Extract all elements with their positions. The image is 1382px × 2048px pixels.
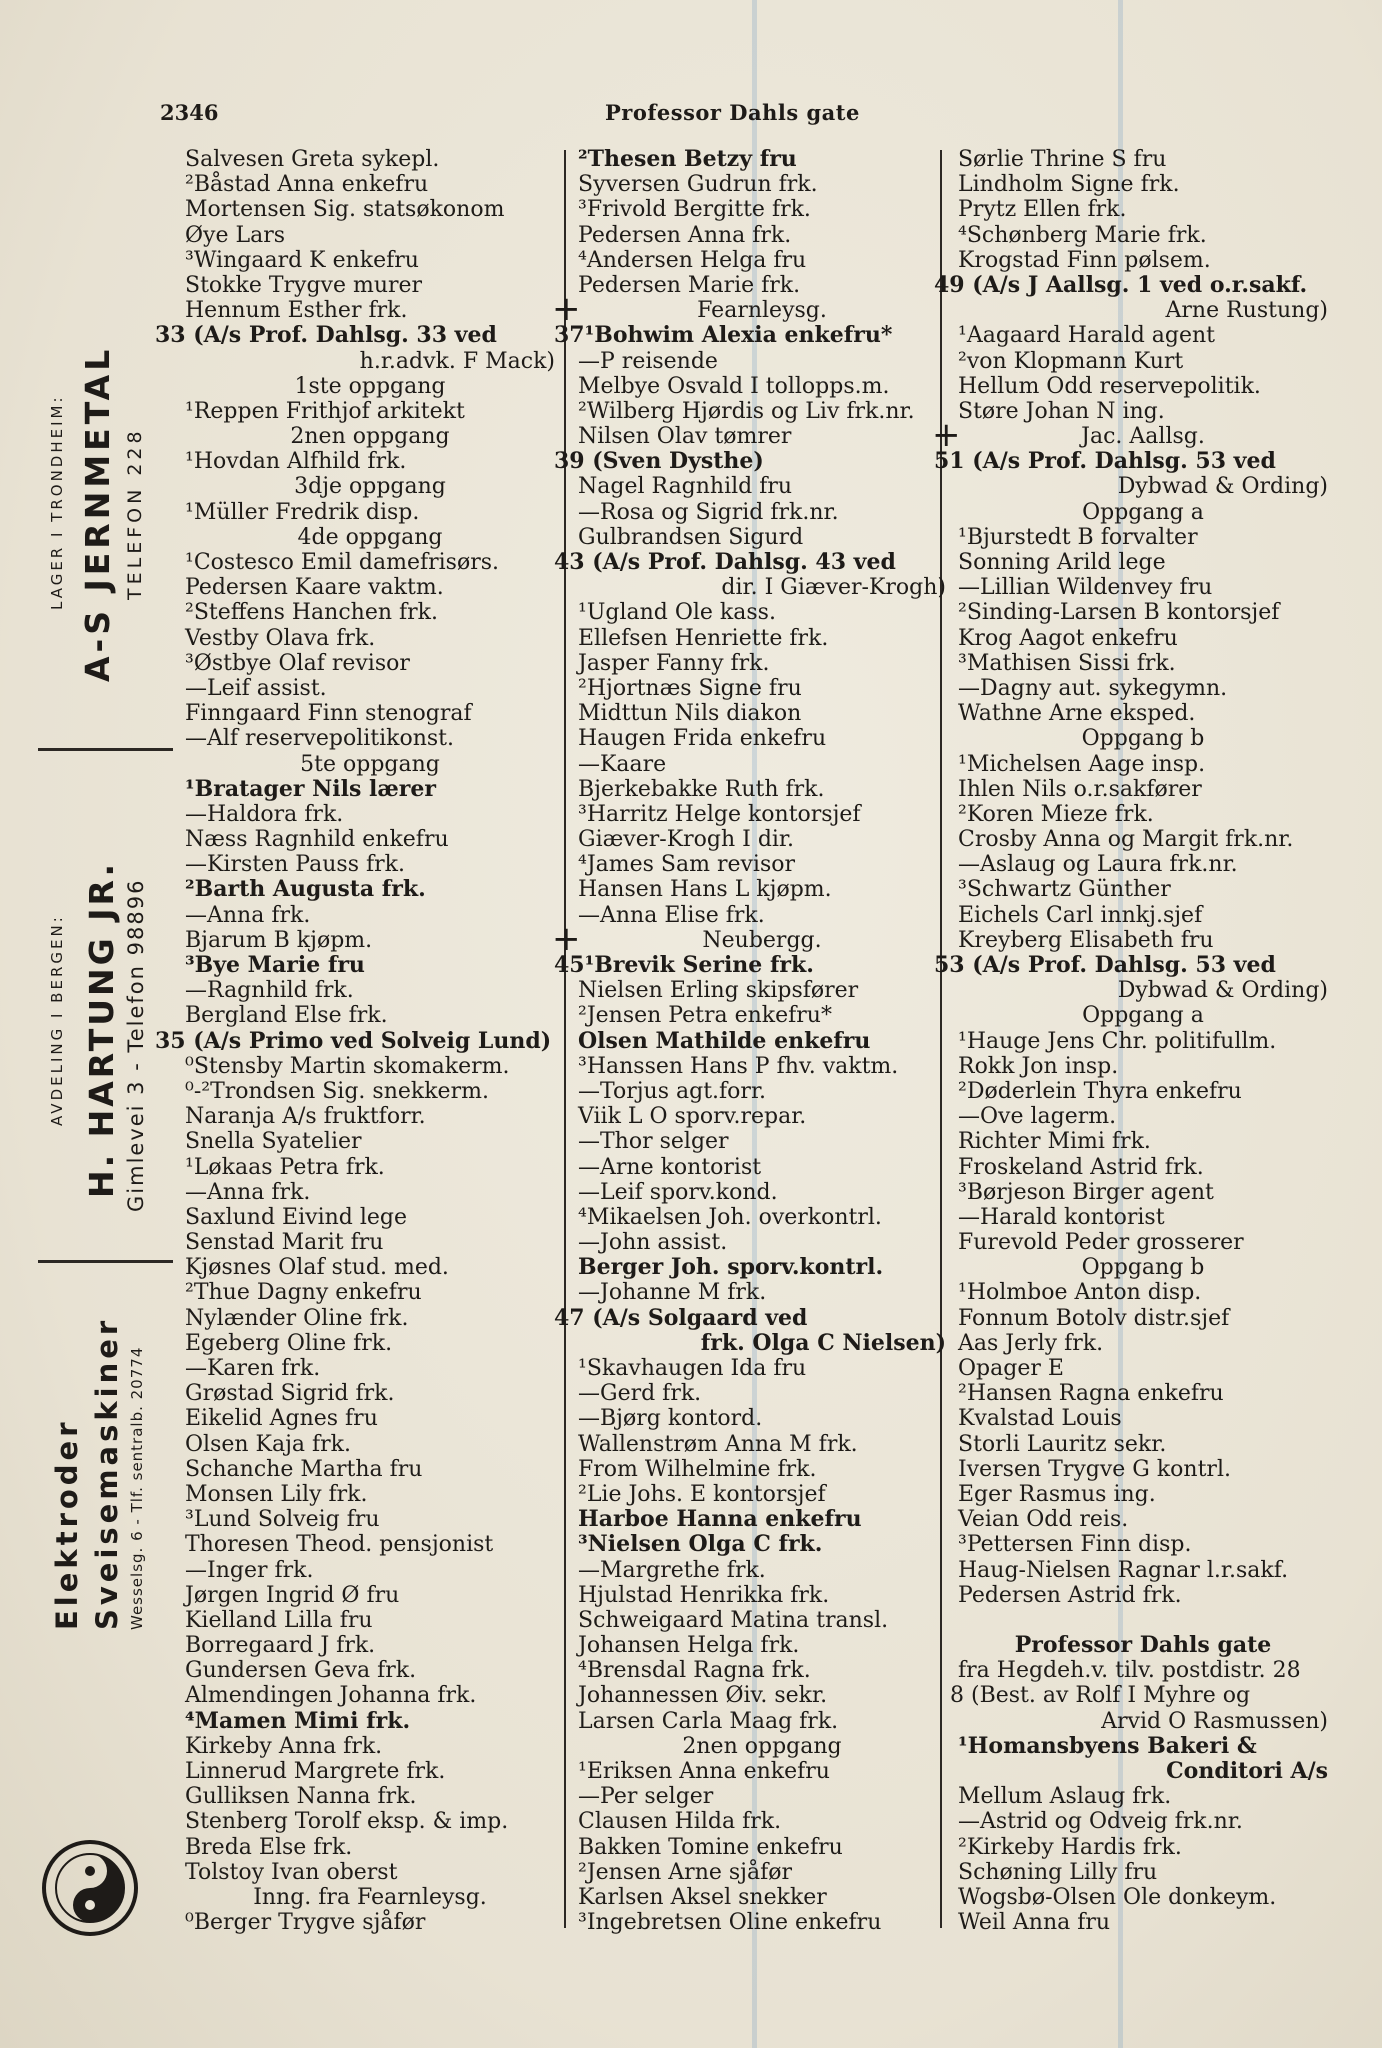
cross-street-marker-icon: + <box>932 415 961 456</box>
directory-entry: Almendingen Johanna frk. <box>185 1683 477 1709</box>
directory-entry: ²Båstad Anna enkefru <box>185 172 429 198</box>
directory-entry: ²Thesen Betzy fru <box>578 146 797 172</box>
directory-entry: Schanche Martha fru <box>185 1456 423 1482</box>
section-heading: Oppgang b <box>1081 1255 1205 1281</box>
directory-entry: frk. Olga C Nielsen) <box>700 1329 946 1356</box>
directory-entry: —Thor selger <box>578 1129 729 1155</box>
directory-entry: —Ragnhild frk. <box>185 978 354 1004</box>
directory-entry: —John assist. <box>578 1230 728 1256</box>
directory-entry: ³Frivold Bergitte frk. <box>578 197 811 223</box>
directory-entry: dir. I Giæver-Krogh) <box>721 575 946 601</box>
directory-entry: ³Lund Solveig fru <box>185 1507 380 1533</box>
directory-entry: —Harald kontorist <box>958 1204 1165 1230</box>
directory-entry: Støre Johan N ing. <box>958 398 1165 424</box>
directory-entry: —Rosa og Sigrid frk.nr. <box>578 499 839 525</box>
directory-entry: ¹Aagaard Harald agent <box>958 323 1216 349</box>
directory-entry: Krogstad Finn pølsem. <box>958 247 1211 273</box>
directory-entry: Karlsen Aksel snekker <box>578 1884 827 1910</box>
directory-entry: —Kaare <box>578 751 667 777</box>
directory-entry: Olsen Kaja frk. <box>185 1431 352 1457</box>
directory-entry: Prytz Ellen frk. <box>958 197 1127 223</box>
directory-entry: ³Bye Marie fru <box>185 952 365 978</box>
directory-entry: Bjarum B kjøpm. <box>185 927 373 953</box>
section-heading: 5te oppgang <box>300 751 440 777</box>
directory-entry: ¹Michelsen Aage insp. <box>958 751 1206 777</box>
directory-entry: Mellum Aslaug frk. <box>958 1784 1172 1810</box>
directory-entry: Wathne Arne eksped. <box>958 701 1196 727</box>
directory-entry: Snella Syatelier <box>185 1129 362 1155</box>
directory-entry: Sonning Arild lege <box>958 550 1166 575</box>
directory-entry: 49 (A/s J Aallsg. 1 ved o.r.sakf. <box>934 271 1308 298</box>
directory-entry: ²Sinding-Larsen B kontorsjef <box>958 600 1280 626</box>
directory-entry: ³Børjeson Birger agent <box>958 1179 1214 1205</box>
directory-entry: ²von Klopmann Kurt <box>958 348 1184 374</box>
section-heading: Oppgang a <box>1082 1003 1204 1029</box>
column-left <box>155 147 555 1936</box>
directory-entry: Monsen Lily frk. <box>185 1481 368 1507</box>
directory-entry: ²Kirkeby Hardis frk. <box>958 1834 1182 1860</box>
directory-entry: ¹Hovdan Alfhild frk. <box>185 449 407 475</box>
directory-entry: Pedersen Kaare vaktm. <box>185 575 444 601</box>
directory-entry: Haug-Nielsen Ragnar l.r.sakf. <box>958 1557 1289 1583</box>
directory-entry: Ihlen Nils o.r.sakfører <box>958 776 1202 802</box>
directory-entry: Salvesen Greta sykepl. <box>185 147 440 172</box>
directory-entry: —Margrethe frk. <box>578 1557 766 1583</box>
ad-trondheim-label: LAGER I TRONDHEIM: <box>48 394 66 610</box>
running-title: Professor Dahls gate <box>605 100 860 125</box>
directory-entry: ⁴Schønberg Marie frk. <box>958 222 1207 248</box>
ad-divider <box>38 1260 173 1263</box>
section-heading: 2nen oppgang <box>682 1733 842 1759</box>
directory-entry: Haugen Frida enkefru <box>578 726 827 752</box>
directory-entry: ⁴James Sam revisor <box>578 852 796 878</box>
ad-jernmetal-name: A-S JERNMETAL <box>78 345 117 682</box>
column-rule <box>564 150 566 1928</box>
directory-entry: Iversen Trygve G kontrl. <box>958 1456 1231 1482</box>
directory-entry: 51 (A/s Prof. Dahlsg. 53 ved <box>934 448 1276 475</box>
directory-entry: 47 (A/s Solgaard ved <box>554 1304 808 1331</box>
directory-entry: ²Jensen Arne sjåfør <box>578 1859 793 1885</box>
directory-entry: Naranja A/s fruktforr. <box>185 1104 426 1130</box>
directory-entry: ²Hjortnæs Signe fru <box>578 675 802 701</box>
directory-entry: Wallenstrøm Anna M frk. <box>578 1431 858 1457</box>
directory-entry: ¹Reppen Frithjof arkitekt <box>185 398 465 424</box>
directory-entry: Rokk Jon insp. <box>958 1053 1119 1079</box>
directory-entry: 43 (A/s Prof. Dahlsg. 43 ved <box>554 549 896 575</box>
directory-entry: —Leif assist. <box>185 675 327 701</box>
directory-entry: ²Thue Dagny enkefru <box>185 1280 422 1306</box>
section-heading: 3dje oppgang <box>294 474 446 500</box>
directory-entry: Nilsen Olav tømrer <box>578 424 792 450</box>
directory-entry: Stokke Trygve murer <box>185 272 423 298</box>
directory-entry: ¹Eriksen Anna enkefru <box>578 1759 830 1784</box>
directory-entry: 33 (A/s Prof. Dahlsg. 33 ved <box>155 322 497 349</box>
directory-entry: —Anna frk. <box>185 902 311 928</box>
directory-entry: —Lillian Wildenvey fru <box>958 575 1213 601</box>
directory-entry: Mortensen Sig. statsøkonom <box>185 197 505 223</box>
directory-entry: Melbye Osvald I tollopps.m. <box>578 373 890 399</box>
directory-entry: ⁰Berger Trygve sjåfør <box>185 1910 426 1936</box>
directory-entry: ³Nielsen Olga C frk. <box>578 1531 823 1558</box>
ad-divider <box>38 748 173 751</box>
directory-entry: Richter Mimi frk. <box>958 1129 1151 1155</box>
directory-entry: Storli Lauritz sekr. <box>958 1431 1167 1457</box>
section-heading: Neubergg. + <box>552 918 822 959</box>
directory-entry: ¹Costesco Emil damefrisørs. <box>185 550 499 575</box>
section-heading: 1ste oppgang <box>294 373 446 399</box>
directory-entry: ⁴Mikaelsen Joh. overkontrl. <box>578 1204 882 1230</box>
directory-entry: Arvid O Rasmussen) <box>1101 1708 1328 1734</box>
directory-entry: ²Wilberg Hjørdis og Liv frk.nr. <box>578 398 915 424</box>
directory-entry: Clausen Hilda frk. <box>578 1809 782 1835</box>
directory-entry: fra Hegdeh.v. tilv. postdistr. 28 <box>958 1658 1301 1684</box>
directory-entry: Arne Rustung) <box>1165 298 1328 324</box>
directory-entry <box>958 1608 1328 1633</box>
directory-entry: Conditori A/s <box>1166 1758 1328 1784</box>
directory-entry: —Torjus agt.forr. <box>578 1078 767 1104</box>
directory-entry: —Astrid og Odveig frk.nr. <box>958 1809 1243 1835</box>
directory-entry: —Dagny aut. sykegymn. <box>958 675 1228 701</box>
directory-entry: ¹Holmboe Anton disp. <box>958 1280 1202 1306</box>
directory-entry: Schøning Lilly fru <box>958 1859 1158 1885</box>
directory-entry: ¹Løkaas Petra frk. <box>185 1154 385 1180</box>
directory-entry: ⁰Stensby Martin skomakerm. <box>185 1053 510 1079</box>
directory-entry: —Ove lagerm. <box>958 1104 1117 1130</box>
directory-entry: ³Wingaard K enkefru <box>185 247 419 273</box>
directory-entry: Aas Jerly frk. <box>958 1330 1104 1356</box>
directory-entry: Gulbrandsen Sigurd <box>578 524 804 550</box>
column-middle <box>552 146 946 1936</box>
directory-entry: ²Hansen Ragna enkefru <box>958 1381 1224 1407</box>
directory-entry: h.r.advk. F Mack) <box>359 348 555 374</box>
directory-entry: Næss Ragnhild enkefru <box>185 827 449 853</box>
directory-entry: Giæver-Krogh I dir. <box>578 827 795 853</box>
directory-entry: 45¹Brevik Serine frk. <box>554 952 814 978</box>
directory-entry: Weil Anna fru <box>958 1910 1111 1936</box>
directory-entry: 53 (A/s Prof. Dahlsg. 53 ved <box>934 952 1276 978</box>
ad-hartung-address: Gimlevei 3 - Telefon 98896 <box>124 878 148 1212</box>
directory-entry: —Haldora frk. <box>185 801 344 827</box>
directory-entry: ²Jensen Petra enkefru* <box>578 1003 832 1029</box>
directory-entry: Kjøsnes Olaf stud. med. <box>185 1255 449 1281</box>
directory-entry: ³Harritz Helge kontorsjef <box>578 801 861 827</box>
directory-entry: Schweigaard Matina transl. <box>578 1607 889 1633</box>
directory-entry: —Inger frk. <box>185 1557 314 1583</box>
ad-hartung-name: H. HARTUNG JR. <box>82 860 121 1198</box>
directory-entry: —Johanne M frk. <box>578 1280 767 1306</box>
directory-entry: Larsen Carla Maag frk. <box>578 1708 839 1734</box>
ad-elektroder: Elektroder <box>50 1418 84 1630</box>
directory-entry: Gundersen Geva frk. <box>185 1658 417 1684</box>
section-heading: Inng. fra Fearnleysg. <box>253 1884 487 1910</box>
directory-entry: —Per selger <box>578 1784 714 1810</box>
directory-entry: ²Lie Johs. E kontorsjef <box>578 1481 826 1507</box>
directory-entry: Fonnum Botolv distr.sjef <box>958 1305 1230 1331</box>
directory-entry: Nylænder Oline frk. <box>185 1305 409 1331</box>
directory-entry: Finngaard Finn stenograf <box>185 701 472 727</box>
directory-entry: —Alf reservepolitikonst. <box>185 726 455 752</box>
section-heading: Oppgang b <box>1081 726 1205 752</box>
directory-entry: Thoresen Theod. pensjonist <box>185 1532 494 1558</box>
ad-sveisemaskiner: Sveisemaskiner <box>90 1316 124 1630</box>
directory-entry: Johannessen Øiv. sekr. <box>578 1683 828 1709</box>
directory-entry: Dybwad & Ording) <box>1117 978 1328 1004</box>
directory-entry: Johansen Helga frk. <box>578 1633 800 1659</box>
directory-entry: Wogsbø-Olsen Ole donkeym. <box>958 1884 1277 1910</box>
directory-entry: —Gerd frk. <box>578 1381 702 1407</box>
directory-entry: Hjulstad Henrikka frk. <box>578 1582 830 1608</box>
directory-entry: Bjerkebakke Ruth frk. <box>578 776 825 802</box>
directory-entry: —P reisende <box>578 348 718 374</box>
section-heading: Professor Dahls gate <box>1014 1632 1272 1659</box>
directory-entry: ¹Hauge Jens Chr. politifullm. <box>958 1028 1277 1054</box>
directory-entry: ²Døderlein Thyra enkefru <box>958 1078 1242 1104</box>
directory-entry: —Anna Elise frk. <box>578 902 765 928</box>
directory-entry: Stenberg Torolf eksp. & imp. <box>185 1809 509 1835</box>
directory-entry: Bakken Tomine enkefru <box>578 1834 843 1860</box>
esab-logo-icon <box>40 1838 140 1938</box>
page-header <box>160 100 1340 134</box>
directory-entry: 39 (Sven Dysthe) <box>554 448 764 475</box>
directory-entry: 37¹Bohwim Alexia enkefru* <box>554 322 893 349</box>
page-number: 2346 <box>160 100 219 125</box>
directory-entry: ¹Müller Fredrik disp. <box>185 499 420 525</box>
cross-street-marker-icon: + <box>552 289 581 330</box>
directory-entry: Senstad Marit fru <box>185 1230 384 1256</box>
directory-entry: ¹Ugland Ole kass. <box>578 600 776 626</box>
directory-entry: ³Mathisen Sissi frk. <box>958 650 1176 676</box>
directory-entry: Nagel Ragnhild fru <box>578 474 793 500</box>
directory-entry: ²Steffens Hanchen frk. <box>185 600 438 626</box>
directory-entry: Pedersen Astrid frk. <box>958 1582 1182 1608</box>
directory-entry: Pedersen Anna frk. <box>578 222 792 248</box>
directory-entry: —Anna frk. <box>185 1179 311 1205</box>
directory-entry: Eikelid Agnes fru <box>185 1406 378 1432</box>
directory-entry: Dybwad & Ording) <box>1117 474 1328 500</box>
directory-entry: Saxlund Eivind lege <box>185 1204 408 1230</box>
directory-entry: Viik L O sporv.repar. <box>578 1104 807 1130</box>
directory-entry: Harboe Hanna enkefru <box>578 1506 862 1533</box>
directory-entry: Furevold Peder grosserer <box>958 1230 1244 1256</box>
directory-entry: Sørlie Thrine S fru <box>958 147 1167 172</box>
directory-entry: From Wilhelmine frk. <box>578 1456 817 1482</box>
ad-jernmetal-phone: TELEFON 228 <box>124 427 146 600</box>
directory-entry: Breda Else frk. <box>185 1834 353 1860</box>
directory-entry: ⁴Andersen Helga fru <box>578 247 807 273</box>
directory-entry: Lindholm Signe frk. <box>958 172 1180 198</box>
directory-entry: —Bjørg kontord. <box>578 1406 763 1432</box>
directory-entry: 35 (A/s Primo ved Solveig Lund) <box>155 1027 552 1054</box>
directory-entry: Midttun Nils diakon <box>578 701 802 727</box>
directory-entry: Hellum Odd reservepolitik. <box>958 373 1261 399</box>
section-heading: 4de oppgang <box>297 524 443 550</box>
directory-entry: Kreyberg Elisabeth fru <box>958 927 1214 953</box>
directory-entry: —Kirsten Pauss frk. <box>185 852 405 878</box>
column-right <box>932 147 1328 1936</box>
directory-entry: Tolstoy Ivan oberst <box>185 1859 398 1885</box>
directory-entry: Vestby Olava frk. <box>185 625 376 651</box>
directory-entry: Berger Joh. sporv.kontrl. <box>578 1254 884 1281</box>
directory-entry: Olsen Mathilde enkefru <box>578 1027 871 1054</box>
directory-entry: ³Schwartz Günther <box>958 877 1171 903</box>
directory-entry: 8 (Best. av Rolf I Myhre og <box>950 1683 1251 1709</box>
directory-entry: Eger Rasmus ing. <box>958 1481 1156 1507</box>
directory-entry: Veian Odd reis. <box>958 1507 1129 1533</box>
directory-entry: Kielland Lilla fru <box>185 1607 373 1633</box>
section-heading: 2nen oppgang <box>290 424 450 450</box>
cross-street-marker-icon: + <box>552 918 581 959</box>
directory-entry: Syversen Gudrun frk. <box>578 172 818 198</box>
directory-entry: Crosby Anna og Margit frk.nr. <box>958 827 1294 853</box>
section-heading: Oppgang a <box>1082 499 1204 525</box>
directory-entry: Jørgen Ingrid Ø fru <box>185 1582 400 1608</box>
directory-entry: Hennum Esther frk. <box>185 298 408 324</box>
directory-entry: ⁴Brensdal Ragna frk. <box>578 1658 811 1684</box>
directory-entry: ⁴Mamen Mimi frk. <box>185 1707 411 1734</box>
directory-entry: ¹Bratager Nils lærer <box>185 775 436 802</box>
directory-entry: ³Ingebretsen Oline enkefru <box>578 1910 882 1936</box>
directory-entry: —Arne kontorist <box>578 1154 762 1180</box>
directory-entry: Borregaard J frk. <box>185 1633 376 1659</box>
directory-entry: Gulliksen Nanna frk. <box>185 1784 417 1810</box>
directory-entry: ¹Bjurstedt B forvalter <box>958 524 1198 550</box>
directory-entry: ³Hanssen Hans P fhv. vaktm. <box>578 1053 899 1079</box>
directory-entry: Egeberg Oline frk. <box>185 1330 393 1356</box>
directory-entry: Pedersen Marie frk. <box>578 272 801 298</box>
directory-entry: ¹Skavhaugen Ida fru <box>578 1356 807 1381</box>
directory-entry: ²Koren Mieze frk. <box>958 801 1154 827</box>
directory-entry: ¹Homansbyens Bakeri & <box>958 1732 1257 1759</box>
section-heading: Fearnleysg. + <box>552 289 827 330</box>
ad-sveis-address: Wesselsg. 6 - Tlf. sentralb. 20774 <box>128 1346 146 1630</box>
directory-entry: Opager E <box>958 1356 1064 1381</box>
section-heading: Jac. Aallsg. + <box>932 415 1205 456</box>
directory-entry: Ellefsen Henriette frk. <box>578 625 829 651</box>
directory-entry: ³Pettersen Finn disp. <box>958 1532 1192 1558</box>
directory-entry: Hansen Hans L kjøpm. <box>578 877 832 903</box>
directory-entry: Jasper Fanny frk. <box>578 650 770 676</box>
directory-entry: Øye Lars <box>185 222 286 248</box>
directory-entry: ⁰-²Trondsen Sig. snekkerm. <box>185 1078 489 1104</box>
ad-bergen-label: AVDELING I BERGEN: <box>48 914 66 1126</box>
directory-entry: Krog Aagot enkefru <box>958 625 1178 651</box>
directory-entry: ³Østbye Olaf revisor <box>185 650 410 676</box>
directory-entry: Linnerud Margrete frk. <box>185 1759 446 1784</box>
directory-entry: Nielsen Erling skipsfører <box>578 978 859 1004</box>
directory-entry: —Aslaug og Laura frk.nr. <box>958 852 1238 878</box>
directory-entry: —Karen frk. <box>185 1356 321 1381</box>
directory-entry: ²Barth Augusta frk. <box>185 876 426 903</box>
directory-entry: —Leif sporv.kond. <box>578 1179 778 1205</box>
directory-entry: Bergland Else frk. <box>185 1003 388 1029</box>
directory-entry: Kvalstad Louis <box>958 1406 1122 1432</box>
directory-entry: Froskeland Astrid frk. <box>958 1154 1204 1180</box>
directory-entry: Eichels Carl innkj.sjef <box>958 902 1203 928</box>
directory-entry: Grøstad Sigrid frk. <box>185 1381 395 1407</box>
directory-entry: Kirkeby Anna frk. <box>185 1733 383 1759</box>
